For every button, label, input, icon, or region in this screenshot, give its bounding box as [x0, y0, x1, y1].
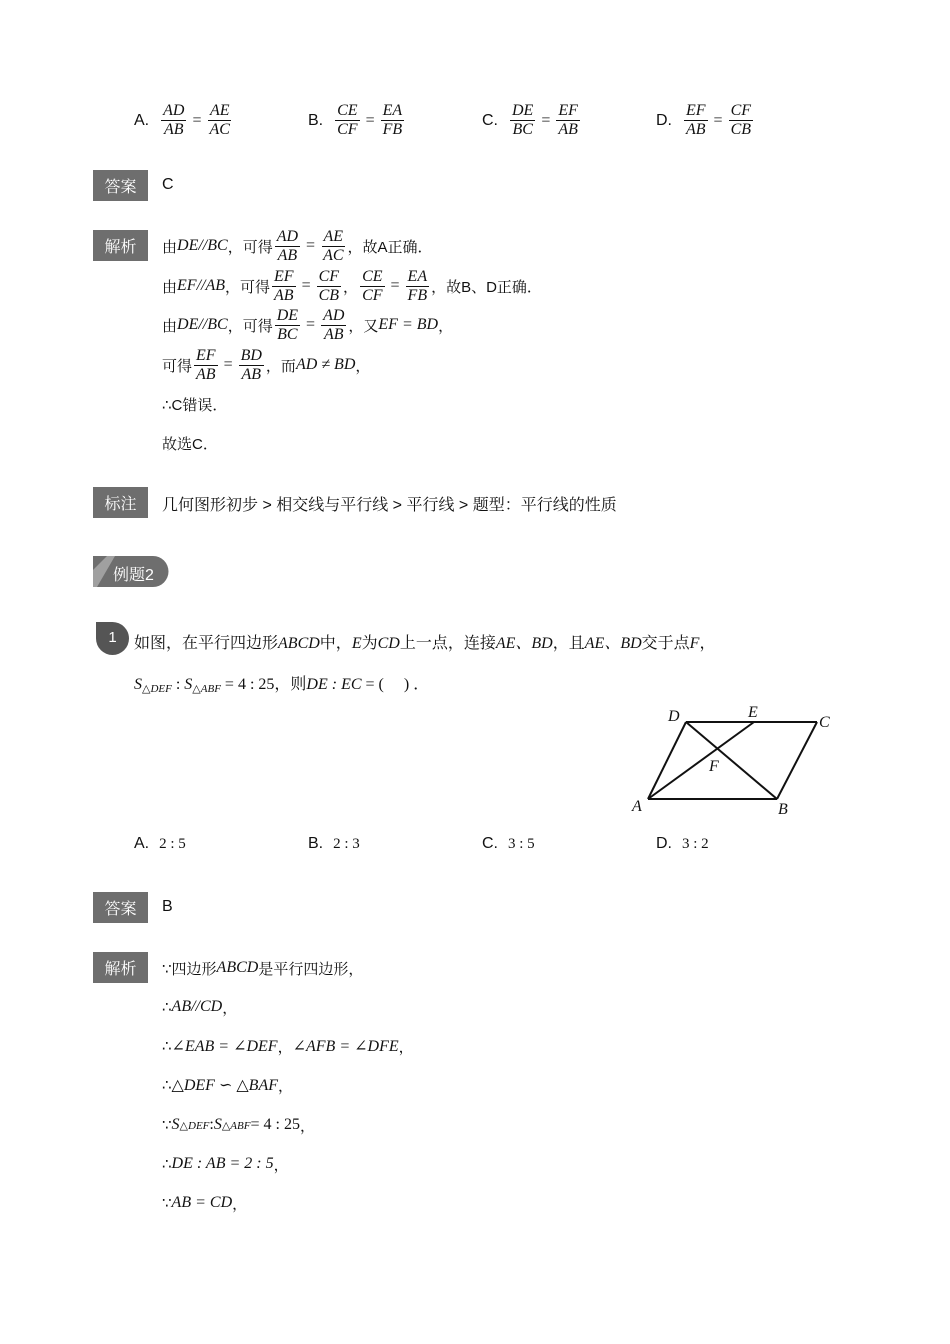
segment-DA	[648, 722, 686, 799]
analysis-step-3: ∴ ∠EAB = ∠DEF ， ∠AFB = ∠DFE ，	[162, 1038, 414, 1056]
option-d[interactable]: D. $\frac{EF}{AB}$ = $\frac{CF}{CB}$	[656, 102, 752, 138]
option-label: D.	[656, 835, 672, 852]
option-label: A.	[134, 835, 150, 852]
option-label: B.	[308, 111, 324, 129]
point-label-A: A	[632, 798, 642, 815]
question-number: 1	[96, 622, 129, 655]
fraction: $\frac{CE}{CF}$	[337, 102, 358, 138]
parallelogram-figure	[620, 700, 850, 825]
point-label-C: C	[819, 714, 830, 731]
fraction: $\frac{EA}{FB}$	[382, 102, 403, 138]
analysis-tag: 解析	[93, 952, 148, 983]
fraction: $\frac{DE}{BC}$	[512, 102, 534, 138]
option-label: B.	[308, 835, 324, 852]
example-badge	[93, 556, 169, 587]
point-label-F: F	[709, 758, 719, 775]
example-title: 例题2	[113, 567, 154, 584]
option-label: A.	[134, 111, 150, 129]
label-text: 几何图形初步 > 相交线与平行线 > 平行线 > 题型：平行线的性质	[162, 496, 617, 514]
analysis-line-4: 可得 $\frac{EF}{AB}$ = $\frac{BD}{AB}$ ，而 AD ≠ BD ，	[162, 346, 371, 383]
analysis-step-5: ∵ S △DEF : S △ABF = 4 : 25 ，	[162, 1116, 315, 1135]
analysis-tag: 解析	[93, 230, 148, 261]
question-stem-line-2: $S_{\triangle DEF}$ : $S_{\triangle ABF} = 4$ : 25，则DE : EC = ( ) ．	[134, 676, 430, 695]
label-tag: 标注	[93, 487, 148, 518]
point-label-D: D	[668, 708, 680, 725]
analysis-line-2: 由 EF//AB ，可得 $\frac{EF}{AB}$ = $\frac{CF}{CB}$ ， $\frac{CE}{CF}$ = $\frac{EA}{FB}$ ，故B、D正确．	[162, 267, 542, 304]
analysis-step-2: ∴ AB//CD ，	[162, 998, 238, 1017]
fraction: $\frac{CF}{CB}$	[730, 102, 752, 138]
question-stem-line-1: 如图，在平行四边形ABCD中，E为CD上一点，连接AE、BD，且AE、BD交于点F，	[134, 635, 716, 652]
answer-value: C	[162, 176, 174, 193]
fraction: $\frac{EF}{AB}$	[558, 102, 578, 138]
point-label-B: B	[778, 801, 788, 818]
option-b[interactable]: B. $\frac{CE}{CF}$ = $\frac{EA}{FB}$	[308, 102, 403, 138]
answer-value: B	[162, 898, 173, 915]
option-label: C.	[482, 111, 498, 129]
analysis-step-6: ∴ DE : AB = 2 : 5 ，	[162, 1155, 289, 1174]
option-label: D.	[656, 111, 672, 129]
fraction: $\frac{AD}{AB}$	[163, 102, 185, 138]
analysis-step-4: ∴ △DEF ∽ △BAF ，	[162, 1077, 293, 1095]
point-label-E: E	[748, 704, 758, 721]
segment-BC	[777, 722, 817, 799]
option-a[interactable]	[134, 835, 186, 853]
option-c[interactable]: C. $\frac{DE}{BC}$ = $\frac{EF}{AB}$	[482, 102, 578, 138]
option-value: 3 : 5	[508, 835, 535, 852]
option-label: C.	[482, 835, 498, 852]
answer-tag: 答案	[93, 892, 148, 923]
option-a[interactable]: A. $\frac{AD}{AB}$ = $\frac{AE}{AC}$	[134, 102, 230, 138]
option-c[interactable]	[482, 835, 535, 853]
option-value: 3 : 2	[682, 835, 709, 852]
analysis-step-7: ∵ AB = CD ，	[162, 1194, 248, 1213]
option-b[interactable]	[308, 835, 360, 853]
analysis-step-1: ∵四边形 ABCD 是平行四边形，	[162, 959, 364, 978]
fraction: $\frac{EF}{AB}$	[686, 102, 706, 138]
answer-tag: 答案	[93, 170, 148, 201]
analysis-line-6: 故选C．	[162, 435, 218, 453]
option-value: 2 : 5	[159, 835, 186, 852]
analysis-line-1: 由 DE//BC ，可得 $\frac{AD}{AB}$ = $\frac{AE}{AC}$ ，故A正确．	[162, 227, 433, 264]
fraction: $\frac{AE}{AC}$	[209, 102, 230, 138]
analysis-line-3: 由 DE//BC ，可得 $\frac{DE}{BC}$ = $\frac{AD}{AB}$ ，又 EF = BD ，	[162, 306, 454, 343]
analysis-line-5: ∴C错误．	[162, 396, 228, 414]
option-d[interactable]	[656, 835, 709, 853]
option-value: 2 : 3	[333, 835, 360, 852]
